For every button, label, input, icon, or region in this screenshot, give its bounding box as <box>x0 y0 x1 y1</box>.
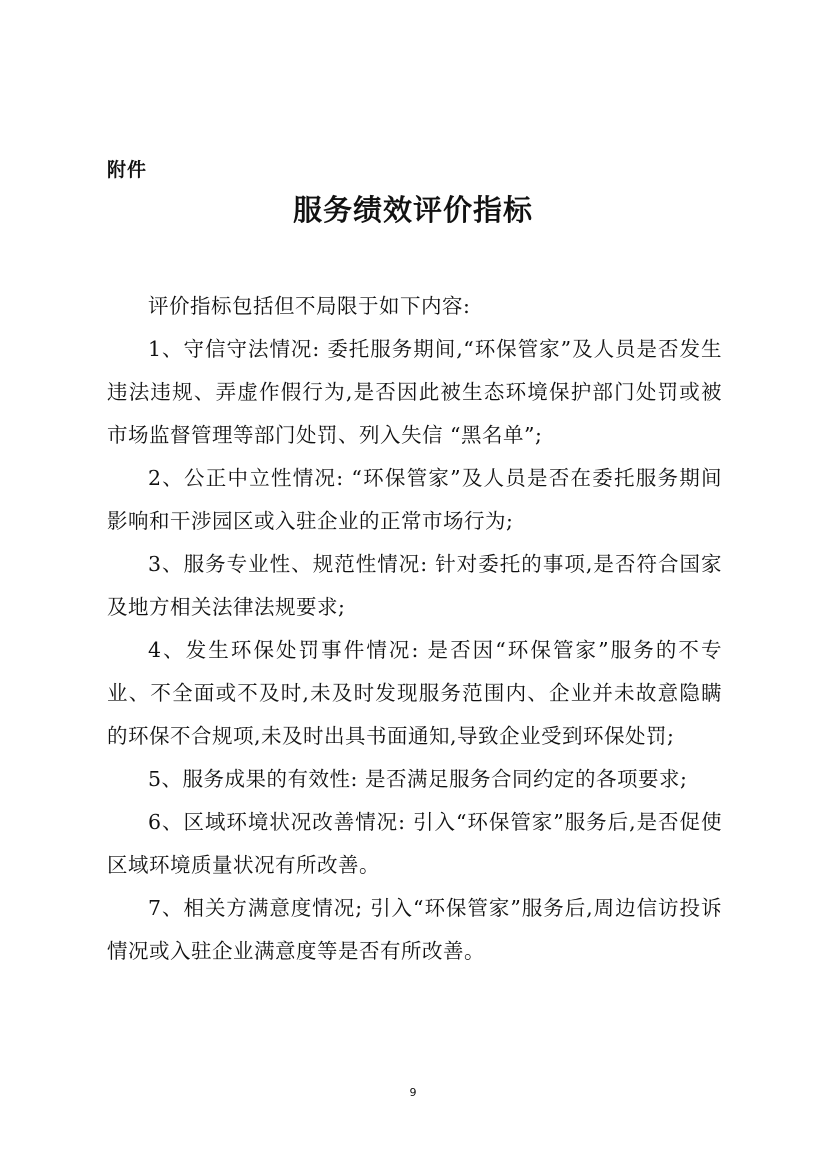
criterion-7-paragraph: 7、相关方满意度情况; 引入“环保管家”服务后,周边信访投诉情况或入驻企业满意度等是否有所改善。 <box>107 896 722 963</box>
attachment-label: 附件 <box>107 159 148 181</box>
criterion-1-paragraph: 1、守信守法情况: 委托服务期间,“环保管家”及人员是否发生违法违规、弄虚作假行为,是否因此被生态环境保护部门处罚或被市场监督管理等部门处罚、列入失信 “黑名单”; <box>107 337 722 447</box>
intro-paragraph: 评价指标包括但不局限于如下内容: <box>148 294 471 318</box>
criterion-4-paragraph: 4、发生环保处罚事件情况: 是否因“环保管家”服务的不专业、不全面或不及时,未及时发现服务范围内、企业并未故意隐瞒的环保不合规项,未及时出具书面通知,导致企业受到环保处罚; <box>107 638 722 748</box>
criterion-5-paragraph: 5、服务成果的有效性: 是否满足服务合同约定的各项要求; <box>148 767 688 791</box>
document-title: 服务绩效评价指标 <box>292 193 533 227</box>
document-body <box>107 285 722 973</box>
criterion-6-paragraph: 6、区域环境状况改善情况: 引入“环保管家”服务后,是否促使区域环境质量状况有所改善。 <box>107 810 722 877</box>
criterion-3-paragraph: 3、服务专业性、规范性情况: 针对委托的事项,是否符合国家及地方相关法律法规要求; <box>107 552 722 619</box>
criterion-2-paragraph: 2、公正中立性情况: “环保管家”及人员是否在委托服务期间影响和干涉园区或入驻企业的正常市场行为; <box>107 466 722 533</box>
page-number: 9 <box>409 1086 417 1099</box>
